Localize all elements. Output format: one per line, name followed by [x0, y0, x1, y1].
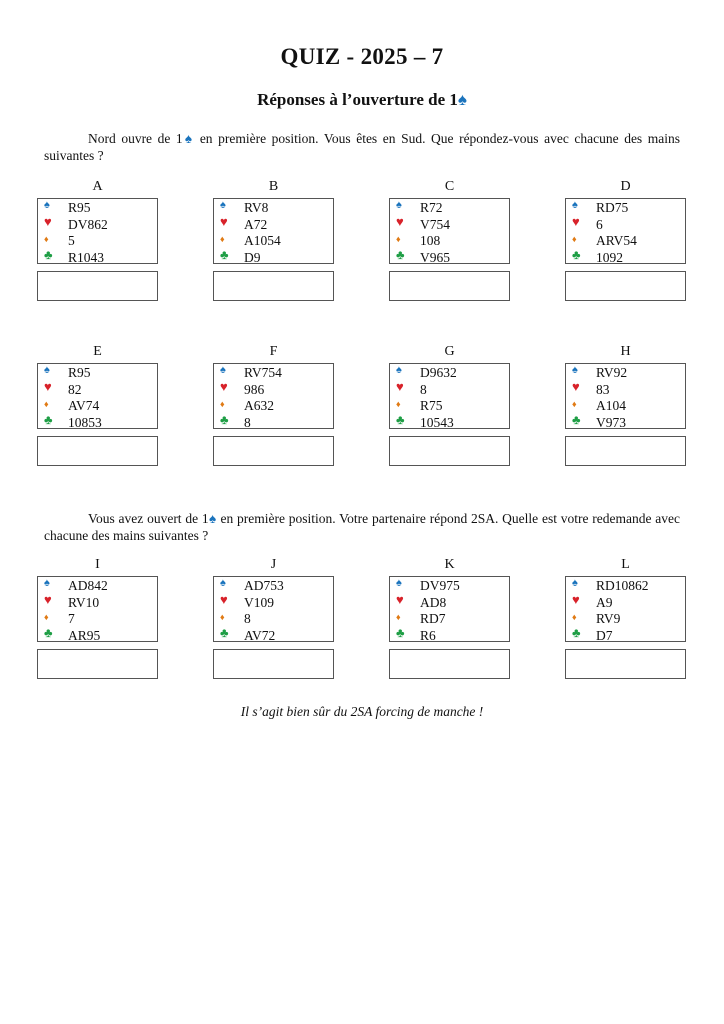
intro-paragraph-2 [44, 510, 680, 544]
subtitle-text: Réponses à l’ouverture de 1 [257, 90, 458, 109]
heart-icon: ♥ [572, 591, 580, 607]
hand-letter: G [444, 344, 455, 359]
spade-icon: ♠ [572, 364, 578, 376]
diamonds-cards: 108 [420, 233, 441, 248]
club-icon: ♣ [572, 624, 581, 640]
clubs-cards: 1092 [596, 249, 623, 265]
intro2-text-end: en première position. Votre partenaire répond 2SA. Quelle est votre redemande avec chacune des mains suivantes ? [44, 511, 681, 543]
diamond-icon: ♦ [220, 234, 225, 244]
hand-c [389, 178, 510, 301]
hand-letter: K [444, 557, 455, 572]
spade-icon: ♠ [396, 577, 402, 589]
spades-cards: RD10862 [596, 578, 649, 593]
spade-icon: ♠ [182, 131, 195, 146]
hand-a [37, 178, 158, 301]
diamonds-cards: A1054 [244, 233, 281, 248]
diamond-icon: ♦ [44, 399, 49, 409]
diamond-icon: ♦ [220, 612, 225, 622]
hand-box [213, 576, 334, 642]
heart-icon: ♥ [396, 591, 404, 607]
clubs-cards: R1043 [68, 249, 105, 265]
hand-h [565, 343, 686, 466]
diamond-icon: ♦ [396, 399, 401, 409]
diamond-icon: ♦ [396, 234, 401, 244]
hearts-cards: 986 [244, 381, 265, 397]
heart-icon: ♥ [396, 378, 404, 394]
diamond-icon: ♦ [220, 399, 225, 409]
diamonds-cards: ARV54 [596, 233, 637, 248]
answer-box[interactable] [389, 436, 510, 466]
answer-box[interactable] [565, 271, 686, 301]
spade-icon: ♠ [572, 199, 578, 211]
answer-box[interactable] [37, 271, 158, 301]
clubs-line [220, 246, 333, 267]
clubs-line [396, 246, 509, 267]
clubs-cards: 8 [244, 414, 251, 430]
club-icon: ♣ [396, 411, 405, 427]
clubs-cards: V965 [420, 249, 450, 265]
clubs-line [44, 246, 157, 267]
clubs-cards: V973 [596, 414, 626, 430]
hand-letter: L [621, 557, 630, 572]
subtitle [0, 90, 724, 110]
diamond-icon: ♦ [44, 612, 49, 622]
hearts-cards: A9 [596, 594, 613, 610]
intro2-text-start: Vous avez ouvert de 1 [88, 511, 209, 526]
spade-icon: ♠ [44, 199, 50, 211]
intro-paragraph-1 [44, 130, 680, 164]
clubs-line [572, 624, 685, 645]
hearts-cards: 82 [68, 381, 82, 397]
club-icon: ♣ [220, 246, 229, 262]
clubs-line [572, 411, 685, 432]
diamonds-cards: A632 [244, 398, 274, 413]
clubs-cards: D9 [244, 249, 261, 265]
spade-icon: ♠ [457, 90, 467, 109]
hearts-cards: 83 [596, 381, 610, 397]
clubs-line [396, 411, 509, 432]
diamonds-cards: RD7 [420, 611, 446, 626]
club-icon: ♣ [396, 624, 405, 640]
spades-cards: RV754 [244, 365, 282, 380]
spade-icon: ♠ [220, 364, 226, 376]
answer-box[interactable] [37, 649, 158, 679]
answer-box[interactable] [565, 649, 686, 679]
hand-k [389, 556, 510, 679]
spade-icon: ♠ [220, 199, 226, 211]
hand-box [37, 363, 158, 429]
heart-icon: ♥ [396, 213, 404, 229]
hearts-cards: 8 [420, 381, 427, 397]
spades-cards: RV92 [596, 365, 628, 380]
diamonds-cards: 7 [68, 611, 75, 626]
diamond-icon: ♦ [44, 234, 49, 244]
club-icon: ♣ [396, 246, 405, 262]
heart-icon: ♥ [44, 213, 52, 229]
spade-icon: ♠ [396, 364, 402, 376]
hearts-cards: V109 [244, 594, 274, 610]
page-title: QUIZ - 2025 – 7 [280, 44, 444, 69]
hand-box [565, 576, 686, 642]
club-icon: ♣ [220, 624, 229, 640]
heart-icon: ♥ [44, 378, 52, 394]
heart-icon: ♥ [572, 378, 580, 394]
answer-box[interactable] [389, 649, 510, 679]
answer-box[interactable] [565, 436, 686, 466]
heart-icon: ♥ [44, 591, 52, 607]
heart-icon: ♥ [220, 378, 228, 394]
spades-cards: AD753 [244, 578, 284, 593]
spade-icon: ♠ [208, 511, 217, 526]
clubs-line [396, 624, 509, 645]
spades-cards: RD75 [596, 200, 629, 215]
hand-letter: C [444, 179, 455, 194]
clubs-cards: AR95 [68, 627, 101, 643]
hand-letter: D [620, 179, 631, 194]
spade-icon: ♠ [396, 199, 402, 211]
hearts-cards: A72 [244, 216, 268, 232]
clubs-line [572, 246, 685, 267]
hand-e [37, 343, 158, 466]
intro1-text-end: en première position. Vous êtes en Sud. Que répondez-vous avec chacune des mains suivantes ? [44, 131, 681, 163]
hand-letter: B [268, 179, 279, 194]
hand-box [389, 363, 510, 429]
answer-box[interactable] [213, 649, 334, 679]
clubs-line [44, 411, 157, 432]
spade-icon: ♠ [220, 577, 226, 589]
spades-cards: AD842 [68, 578, 108, 593]
spade-icon: ♠ [572, 577, 578, 589]
spades-cards: RV8 [244, 200, 269, 215]
spade-icon: ♠ [44, 577, 50, 589]
hand-box [213, 363, 334, 429]
hand-letter: H [620, 344, 631, 359]
spade-icon: ♠ [44, 364, 50, 376]
clubs-cards: R6 [420, 627, 436, 643]
heart-icon: ♥ [572, 213, 580, 229]
footnote: Il s’agit bien sûr du 2SA forcing de manche ! [240, 704, 484, 719]
spades-cards: D9632 [420, 365, 457, 380]
answer-box[interactable] [213, 436, 334, 466]
hand-box [389, 198, 510, 264]
answer-box[interactable] [213, 271, 334, 301]
hand-d [565, 178, 686, 301]
hearts-cards: 6 [596, 216, 603, 232]
diamond-icon: ♦ [572, 612, 577, 622]
spades-cards: R72 [420, 200, 443, 215]
hand-box [565, 198, 686, 264]
diamonds-cards: A104 [596, 398, 626, 413]
clubs-line [220, 624, 333, 645]
diamonds-cards: R75 [420, 398, 443, 413]
diamond-icon: ♦ [572, 234, 577, 244]
heart-icon: ♥ [220, 591, 228, 607]
clubs-cards: 10543 [420, 414, 454, 430]
diamonds-cards: RV9 [596, 611, 621, 626]
hand-j [213, 556, 334, 679]
club-icon: ♣ [572, 411, 581, 427]
spades-cards: R95 [68, 365, 91, 380]
hearts-cards: AD8 [420, 594, 447, 610]
hand-b [213, 178, 334, 301]
hand-box [37, 198, 158, 264]
hearts-cards: DV862 [68, 216, 108, 232]
hand-letter: E [93, 344, 102, 359]
clubs-cards: 10853 [68, 414, 102, 430]
hand-letter: J [270, 557, 277, 572]
spades-cards: DV975 [420, 578, 460, 593]
spades-cards: R95 [68, 200, 91, 215]
hand-f [213, 343, 334, 466]
club-icon: ♣ [572, 246, 581, 262]
hand-box [213, 198, 334, 264]
intro1-text-start: Nord ouvre de 1 [88, 131, 183, 146]
club-icon: ♣ [44, 624, 53, 640]
clubs-cards: AV72 [244, 627, 276, 643]
hand-box [37, 576, 158, 642]
clubs-cards: D7 [596, 627, 613, 643]
answer-box[interactable] [37, 436, 158, 466]
hearts-cards: RV10 [68, 594, 100, 610]
heart-icon: ♥ [220, 213, 228, 229]
answer-box[interactable] [389, 271, 510, 301]
diamond-icon: ♦ [572, 399, 577, 409]
hand-l [565, 556, 686, 679]
hearts-cards: V754 [420, 216, 450, 232]
hand-box [565, 363, 686, 429]
club-icon: ♣ [44, 246, 53, 262]
diamonds-cards: AV74 [68, 398, 100, 413]
clubs-line [220, 411, 333, 432]
hand-box [389, 576, 510, 642]
diamonds-cards: 5 [68, 233, 75, 248]
club-icon: ♣ [44, 411, 53, 427]
diamond-icon: ♦ [396, 612, 401, 622]
club-icon: ♣ [220, 411, 229, 427]
hand-letter: A [92, 179, 103, 194]
hand-letter: I [95, 557, 100, 572]
hand-g [389, 343, 510, 466]
diamonds-cards: 8 [244, 611, 251, 626]
clubs-line [44, 624, 157, 645]
hand-letter: F [269, 344, 278, 359]
hand-i [37, 556, 158, 679]
